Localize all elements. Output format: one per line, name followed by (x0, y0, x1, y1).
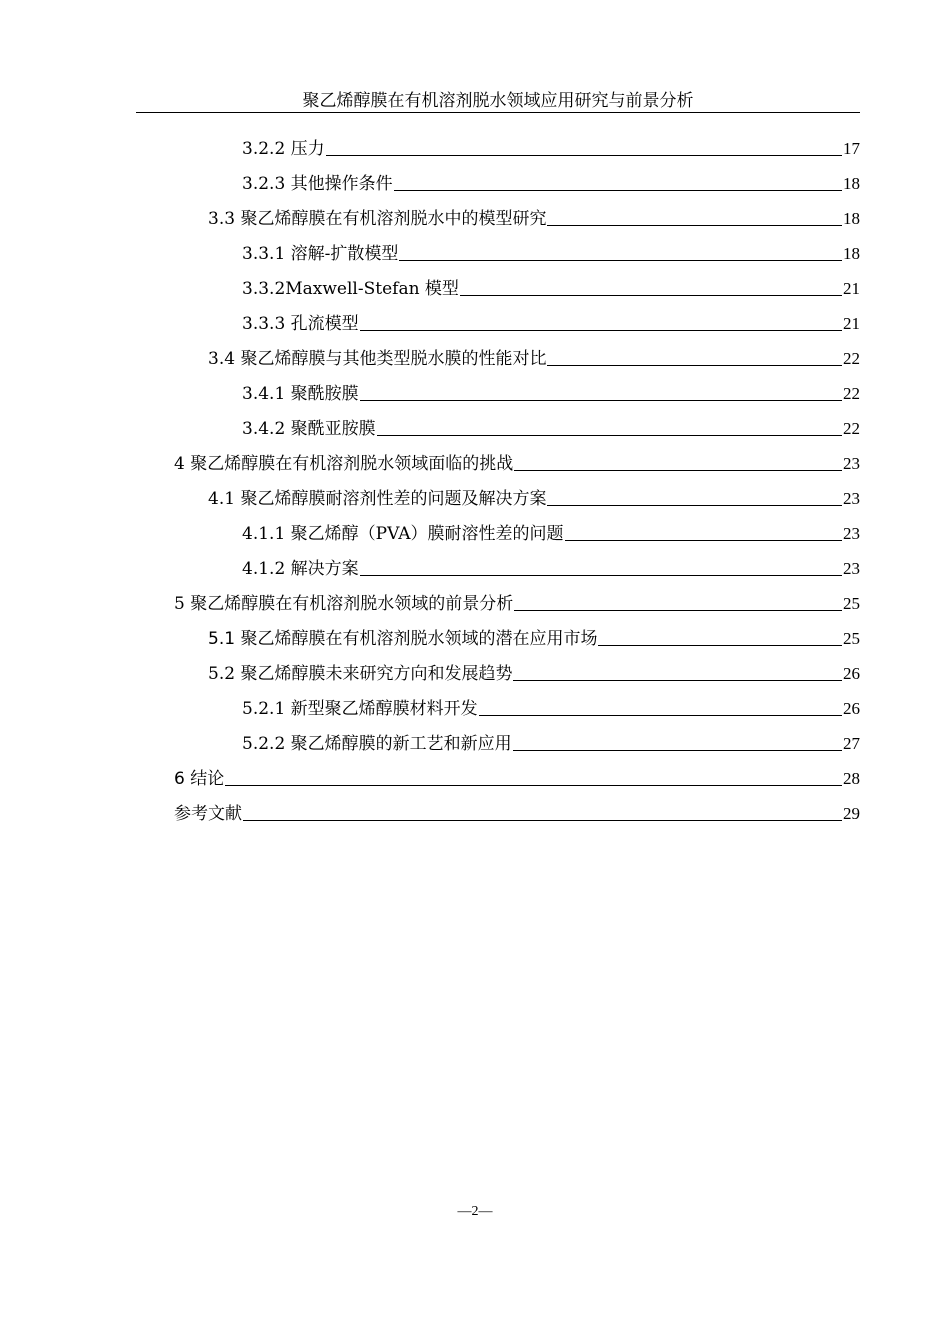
toc-leader-line (360, 399, 842, 401)
toc-leader-line (460, 294, 842, 296)
toc-entry-label: 3.4 聚乙烯醇膜与其他类型脱水膜的性能对比 (208, 349, 547, 369)
toc-leader-line (565, 539, 843, 541)
toc-leader-line (360, 574, 842, 576)
toc-entry-label: 5.2.1 新型聚乙烯醇膜材料开发 (242, 699, 478, 719)
toc-entry[interactable] (208, 206, 860, 230)
toc-entry-page: 21 (843, 279, 860, 298)
page-footer (0, 1204, 950, 1220)
toc-leader-line (377, 434, 842, 436)
toc-leader-line (547, 504, 842, 506)
toc-entry[interactable] (174, 766, 860, 790)
toc-entry[interactable] (242, 416, 860, 440)
toc-entry-label: 3.2.2 压力 (242, 139, 325, 159)
toc-entry-page: 18 (843, 174, 860, 193)
toc-entry-label: 5 聚乙烯醇膜在有机溶剂脱水领域的前景分析 (174, 594, 514, 614)
toc-entry[interactable] (242, 136, 860, 160)
toc-entry-label: 3.3.2Maxwell-Stefan 模型 (242, 279, 459, 299)
toc-leader-line (514, 469, 842, 471)
toc-entry-page: 27 (843, 734, 860, 753)
toc-entry-page: 23 (843, 559, 860, 578)
page-header (136, 90, 860, 113)
toc-entry-label: 4 聚乙烯醇膜在有机溶剂脱水领域面临的挑战 (174, 454, 514, 474)
toc-entry-label: 5.2 聚乙烯醇膜未来研究方向和发展趋势 (208, 664, 513, 684)
toc-entry-label: 3.3.1 溶解-扩散模型 (242, 244, 399, 264)
toc-entry[interactable] (174, 451, 860, 475)
toc-entry-label: 3.2.3 其他操作条件 (242, 174, 393, 194)
toc-entry-label: 4.1.2 解决方案 (242, 559, 359, 579)
toc-entry[interactable] (242, 241, 860, 265)
toc-entry[interactable] (208, 661, 860, 685)
toc-leader-line (243, 819, 842, 821)
toc-entry-page: 22 (843, 419, 860, 438)
toc-entry[interactable] (242, 556, 860, 580)
toc-entry-page: 23 (843, 489, 860, 508)
toc-entry-label: 3.3 聚乙烯醇膜在有机溶剂脱水中的模型研究 (208, 209, 547, 229)
toc-entry-label: 4.1 聚乙烯醇膜耐溶剂性差的问题及解决方案 (208, 489, 547, 509)
toc-leader-line (225, 784, 842, 786)
toc-entry[interactable] (242, 171, 860, 195)
toc-entry-page: 29 (843, 804, 860, 823)
toc-entry[interactable] (242, 696, 860, 720)
page-number: —2— (457, 1204, 493, 1219)
toc-entry-page: 22 (843, 349, 860, 368)
header-title: 聚乙烯醇膜在有机溶剂脱水领域应用研究与前景分析 (302, 91, 694, 111)
toc-entry-page: 17 (843, 139, 860, 158)
toc-entry-page: 25 (843, 594, 860, 613)
toc-leader-line (394, 189, 842, 191)
toc-entry-label: 3.3.3 孔流模型 (242, 314, 359, 334)
toc-entry-label: 参考文献 (174, 804, 242, 824)
toc-entry-page: 23 (843, 454, 860, 473)
toc-entry-page: 23 (843, 524, 860, 543)
toc-leader-line (360, 329, 842, 331)
toc-entry[interactable] (242, 521, 860, 545)
toc-entry-page: 25 (843, 629, 860, 648)
toc-entry[interactable] (242, 381, 860, 405)
toc-entry[interactable] (208, 346, 860, 370)
toc-leader-line (547, 364, 842, 366)
toc-entry[interactable] (174, 591, 860, 615)
toc-entry-label: 6 结论 (174, 769, 225, 789)
toc-leader-line (399, 259, 842, 261)
toc-entry-page: 18 (843, 209, 860, 228)
toc-leader-line (514, 609, 842, 611)
toc-entry-label: 4.1.1 聚乙烯醇（PVA）膜耐溶性差的问题 (242, 524, 564, 544)
toc-entry-page: 18 (843, 244, 860, 263)
toc-entry-label: 5.2.2 聚乙烯醇膜的新工艺和新应用 (242, 734, 512, 754)
toc-entry-label: 3.4.2 聚酰亚胺膜 (242, 419, 376, 439)
toc-entry-page: 21 (843, 314, 860, 333)
toc-entry[interactable] (208, 626, 860, 650)
toc-leader-line (513, 749, 842, 751)
toc-entry-label: 3.4.1 聚酰胺膜 (242, 384, 359, 404)
toc-leader-line (513, 679, 842, 681)
toc-entry-page: 26 (843, 699, 860, 718)
toc-entry-page: 26 (843, 664, 860, 683)
toc-entry-page: 28 (843, 769, 860, 788)
toc-entry[interactable] (174, 801, 860, 825)
toc-entry[interactable] (242, 276, 860, 300)
toc-entry[interactable] (242, 311, 860, 335)
toc-entry-page: 22 (843, 384, 860, 403)
toc-entry-label: 5.1 聚乙烯醇膜在有机溶剂脱水领域的潜在应用市场 (208, 629, 598, 649)
toc-leader-line (598, 644, 842, 646)
toc-entry[interactable] (208, 486, 860, 510)
toc-leader-line (326, 154, 842, 156)
toc-leader-line (547, 224, 842, 226)
toc-leader-line (479, 714, 842, 716)
toc-entry[interactable] (242, 731, 860, 755)
